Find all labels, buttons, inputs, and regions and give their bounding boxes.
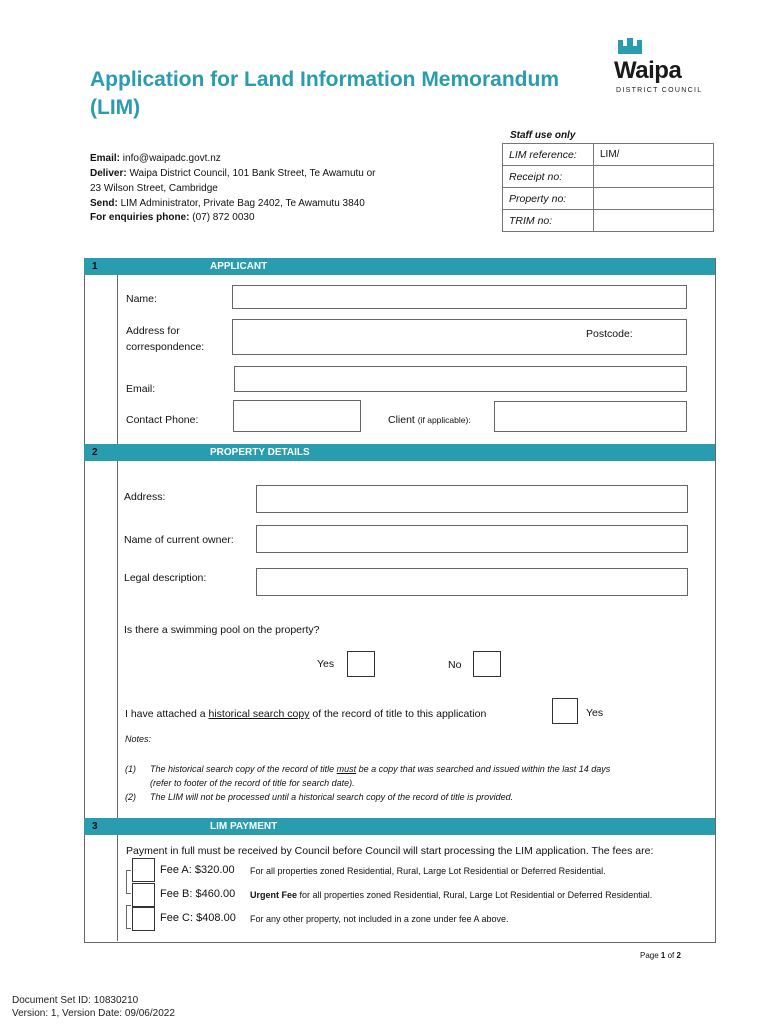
enquiries-phone: For enquiries phone: (07) 872 0030 [90,212,255,223]
note-1: The historical search copy of the record of title must be a copy that was searched and issued within the last 14 days (refer to footer of the record of title for search date). [150,764,611,788]
staff-use-table: LIM reference: LIM/ Receipt no: Property no: TRIM no: [502,143,714,232]
logo-subtitle: DISTRICT COUNCIL [616,87,703,94]
fee-b-checkbox[interactable] [132,883,155,907]
receipt-no-field[interactable] [594,166,714,188]
attached-statement: I have attached a historical search copy of the record of title to this application [125,708,487,720]
page-title: Application for Land Information Memorandum (LIM) [90,68,559,119]
attached-yes-checkbox[interactable] [552,698,578,724]
legal-description-input[interactable] [256,568,688,596]
email-link[interactable]: info@waipadc.govt.nz [122,153,221,164]
section-3-header: LIM PAYMENT [84,818,715,835]
staff-use-heading: Staff use only [510,130,576,141]
section-1-header: APPLICANT [84,258,715,275]
pool-no-checkbox[interactable] [473,651,501,677]
contact-phone-input[interactable] [233,400,361,432]
section-lim-payment [84,818,716,943]
castle-logo-icon [616,36,646,56]
current-owner-input[interactable] [256,525,688,553]
document-footer: Document Set ID: 10830210 Version: 1, Version Date: 09/06/2022 [12,995,175,1019]
note-2: The LIM will not be processed until a historical search copy of the record of title is provided. [150,792,514,802]
fee-c-checkbox[interactable] [132,907,155,931]
page-number: Page 1 of 2 [640,951,681,960]
fee-a-checkbox[interactable] [132,858,155,882]
applicant-name-input[interactable] [232,285,687,309]
client-input[interactable] [494,401,687,432]
lim-reference-field[interactable]: LIM/ [594,144,714,166]
property-no-field[interactable] [594,188,714,210]
trim-no-field[interactable] [594,210,714,232]
contact-block: Email: info@waipadc.govt.nz Deliver: Waipa District Council, 101 Bank Street, Te Awamutu or 23 Wilson Street, Cambridge Send: LIM Administrator, Private Bag 2402, Te Awamutu 3840 [90,153,376,209]
section-2-header: PROPERTY DETAILS [84,444,715,461]
pool-yes-checkbox[interactable] [347,651,375,677]
logo-wordmark: Waipa [614,57,682,84]
property-address-input[interactable] [256,485,688,513]
applicant-email-input[interactable] [234,366,687,392]
